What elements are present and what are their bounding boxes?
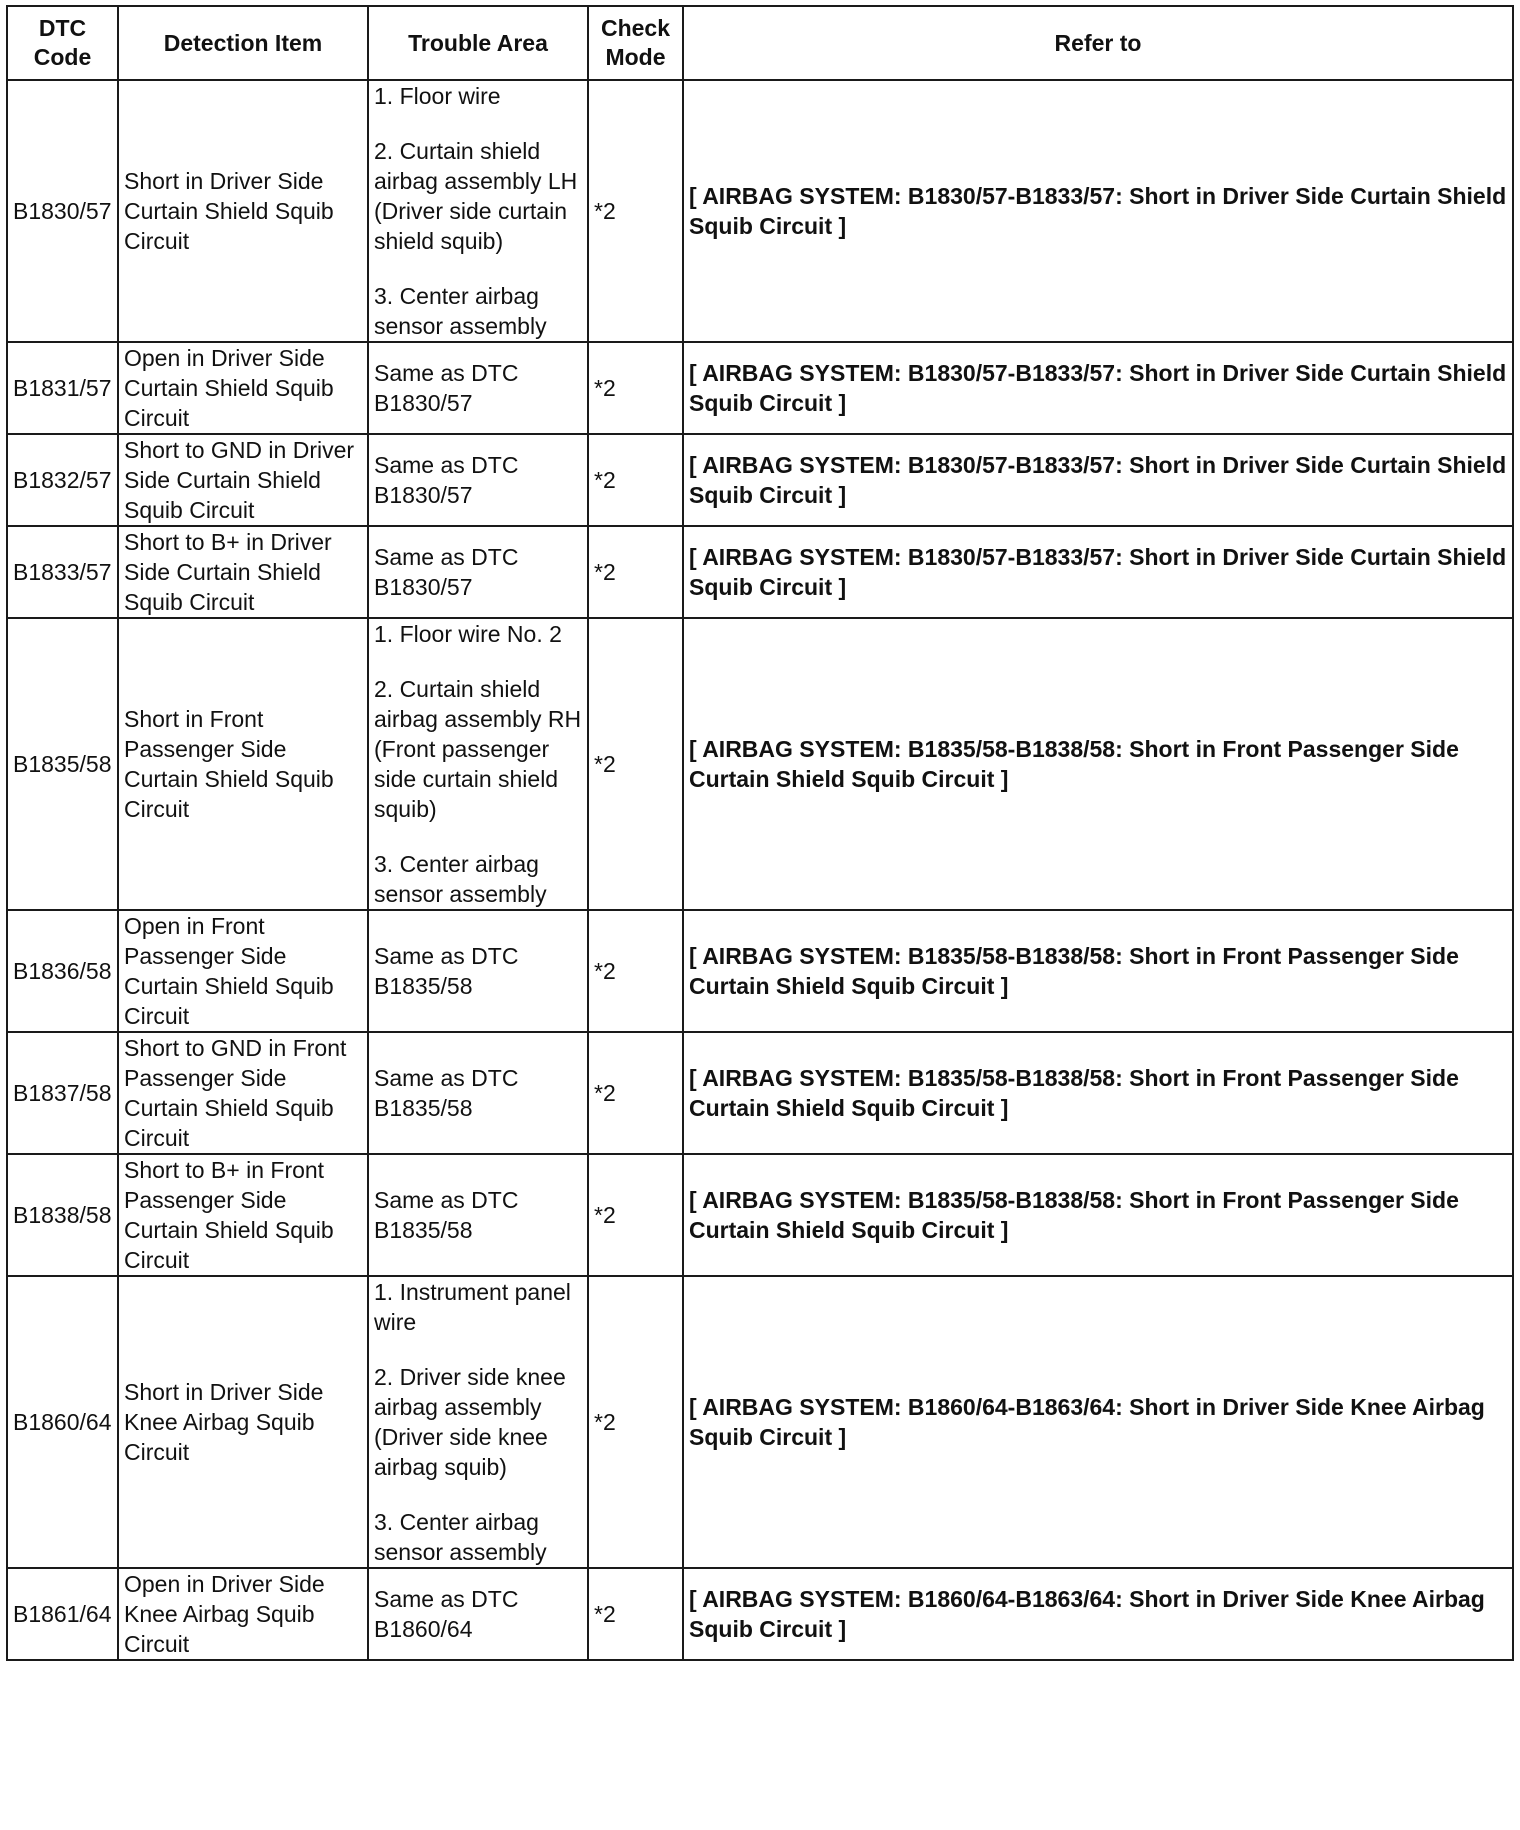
trouble-area-list	[374, 941, 582, 1001]
dtc-code-cell: B1832/57	[7, 434, 118, 526]
trouble-area-list	[374, 1185, 582, 1245]
refer-to-link[interactable]: [ AIRBAG SYSTEM: B1835/58-B1838/58: Short in Front Passenger Side Curtain Shield Squib Circuit ]	[683, 1032, 1513, 1154]
trouble-area-cell	[368, 1032, 588, 1154]
trouble-area-item: 1. Instrument panel wire	[374, 1279, 571, 1335]
trouble-area-item: Same as DTC B1835/58	[374, 1065, 519, 1121]
check-mode-cell: *2	[588, 526, 683, 618]
check-mode-cell: *2	[588, 80, 683, 342]
trouble-area-cell	[368, 910, 588, 1032]
refer-to-link[interactable]: [ AIRBAG SYSTEM: B1860/64-B1863/64: Short in Driver Side Knee Airbag Squib Circuit ]	[683, 1568, 1513, 1660]
refer-to-link[interactable]: [ AIRBAG SYSTEM: B1835/58-B1838/58: Short in Front Passenger Side Curtain Shield Squib Circuit ]	[683, 618, 1513, 910]
trouble-area-list	[374, 450, 582, 510]
trouble-area-item: 3. Center airbag sensor assembly	[374, 1509, 547, 1565]
table-row	[7, 1568, 1513, 1660]
trouble-area-cell	[368, 1276, 588, 1568]
trouble-area-cell	[368, 434, 588, 526]
trouble-area-cell	[368, 526, 588, 618]
table-row	[7, 910, 1513, 1032]
trouble-area-list	[374, 1277, 582, 1567]
refer-to-link[interactable]: [ AIRBAG SYSTEM: B1835/58-B1838/58: Short in Front Passenger Side Curtain Shield Squib Circuit ]	[683, 1154, 1513, 1276]
trouble-area-list	[374, 542, 582, 602]
dtc-code-cell: B1837/58	[7, 1032, 118, 1154]
trouble-area-item: Same as DTC B1860/64	[374, 1586, 519, 1642]
trouble-area-list	[374, 81, 582, 341]
refer-to-link[interactable]: [ AIRBAG SYSTEM: B1830/57-B1833/57: Short in Driver Side Curtain Shield Squib Circuit ]	[683, 342, 1513, 434]
dtc-code-cell: B1861/64	[7, 1568, 118, 1660]
header-check-mode: Check Mode	[588, 6, 683, 80]
table-row	[7, 80, 1513, 342]
header-row	[7, 6, 1513, 80]
detection-item-cell: Short in Driver Side Knee Airbag Squib Circuit	[118, 1276, 368, 1568]
trouble-area-item: 2. Driver side knee airbag assembly (Driver side knee airbag squib)	[374, 1364, 566, 1480]
dtc-code-cell: B1831/57	[7, 342, 118, 434]
trouble-area-cell	[368, 1154, 588, 1276]
dtc-code-cell: B1836/58	[7, 910, 118, 1032]
detection-item-cell: Open in Driver Side Knee Airbag Squib Circuit	[118, 1568, 368, 1660]
detection-item-cell: Open in Front Passenger Side Curtain Shield Squib Circuit	[118, 910, 368, 1032]
trouble-area-item: 3. Center airbag sensor assembly	[374, 283, 547, 339]
dtc-code-cell: B1833/57	[7, 526, 118, 618]
table-row	[7, 1032, 1513, 1154]
check-mode-cell: *2	[588, 342, 683, 434]
header-detection-item: Detection Item	[118, 6, 368, 80]
trouble-area-item: Same as DTC B1830/57	[374, 452, 519, 508]
table-row	[7, 618, 1513, 910]
check-mode-cell: *2	[588, 910, 683, 1032]
trouble-area-cell	[368, 1568, 588, 1660]
trouble-area-item: 1. Floor wire No. 2	[374, 621, 562, 647]
refer-to-link[interactable]: [ AIRBAG SYSTEM: B1835/58-B1838/58: Short in Front Passenger Side Curtain Shield Squib Circuit ]	[683, 910, 1513, 1032]
check-mode-cell: *2	[588, 1154, 683, 1276]
table-row	[7, 1276, 1513, 1568]
header-trouble-area: Trouble Area	[368, 6, 588, 80]
trouble-area-cell	[368, 618, 588, 910]
table-row	[7, 526, 1513, 618]
trouble-area-item: Same as DTC B1835/58	[374, 1187, 519, 1243]
trouble-area-cell	[368, 80, 588, 342]
refer-to-link[interactable]: [ AIRBAG SYSTEM: B1830/57-B1833/57: Short in Driver Side Curtain Shield Squib Circuit ]	[683, 434, 1513, 526]
detection-item-cell: Short to GND in Front Passenger Side Curtain Shield Squib Circuit	[118, 1032, 368, 1154]
detection-item-cell: Short in Front Passenger Side Curtain Shield Squib Circuit	[118, 618, 368, 910]
trouble-area-item: Same as DTC B1835/58	[374, 943, 519, 999]
table-header	[7, 6, 1513, 80]
trouble-area-item: Same as DTC B1830/57	[374, 360, 519, 416]
trouble-area-item: 2. Curtain shield airbag assembly RH (Front passenger side curtain shield squib)	[374, 676, 582, 822]
check-mode-cell: *2	[588, 1032, 683, 1154]
table-row	[7, 434, 1513, 526]
check-mode-cell: *2	[588, 434, 683, 526]
dtc-code-cell: B1830/57	[7, 80, 118, 342]
header-refer-to: Refer to	[683, 6, 1513, 80]
dtc-code-cell: B1838/58	[7, 1154, 118, 1276]
check-mode-cell: *2	[588, 1568, 683, 1660]
header-dtc-code: DTC Code	[7, 6, 118, 80]
trouble-area-list	[374, 619, 582, 909]
dtc-table	[6, 5, 1514, 1661]
table-body	[7, 80, 1513, 1660]
table-row	[7, 342, 1513, 434]
refer-to-link[interactable]: [ AIRBAG SYSTEM: B1830/57-B1833/57: Short in Driver Side Curtain Shield Squib Circuit ]	[683, 526, 1513, 618]
dtc-code-cell: B1860/64	[7, 1276, 118, 1568]
trouble-area-item: 3. Center airbag sensor assembly	[374, 851, 547, 907]
check-mode-cell: *2	[588, 1276, 683, 1568]
detection-item-cell: Open in Driver Side Curtain Shield Squib Circuit	[118, 342, 368, 434]
refer-to-link[interactable]: [ AIRBAG SYSTEM: B1830/57-B1833/57: Short in Driver Side Curtain Shield Squib Circuit ]	[683, 80, 1513, 342]
detection-item-cell: Short in Driver Side Curtain Shield Squib Circuit	[118, 80, 368, 342]
trouble-area-list	[374, 358, 582, 418]
trouble-area-cell	[368, 342, 588, 434]
detection-item-cell: Short to B+ in Front Passenger Side Curtain Shield Squib Circuit	[118, 1154, 368, 1276]
trouble-area-item: Same as DTC B1830/57	[374, 544, 519, 600]
table-row	[7, 1154, 1513, 1276]
refer-to-link[interactable]: [ AIRBAG SYSTEM: B1860/64-B1863/64: Short in Driver Side Knee Airbag Squib Circuit ]	[683, 1276, 1513, 1568]
detection-item-cell: Short to GND in Driver Side Curtain Shield Squib Circuit	[118, 434, 368, 526]
detection-item-cell: Short to B+ in Driver Side Curtain Shield Squib Circuit	[118, 526, 368, 618]
trouble-area-list	[374, 1584, 582, 1644]
trouble-area-item: 1. Floor wire	[374, 83, 501, 109]
trouble-area-list	[374, 1063, 582, 1123]
trouble-area-item: 2. Curtain shield airbag assembly LH (Driver side curtain shield squib)	[374, 138, 578, 254]
dtc-code-cell: B1835/58	[7, 618, 118, 910]
check-mode-cell: *2	[588, 618, 683, 910]
